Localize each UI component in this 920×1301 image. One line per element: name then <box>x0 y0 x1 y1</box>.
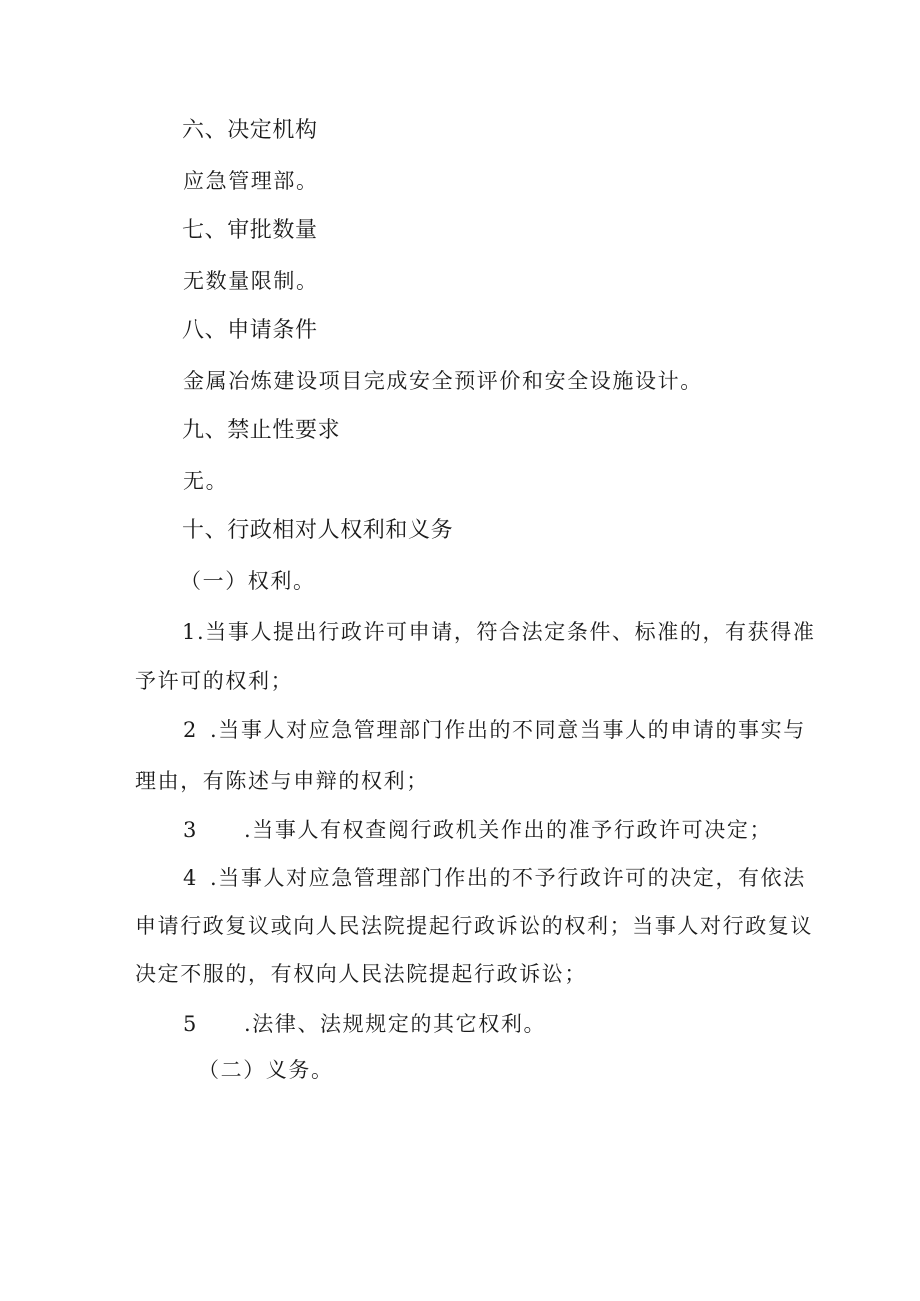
rights-item-4-continuation-2: 决定不服的，有权向人民法院提起行政诉讼； <box>135 962 587 986</box>
section-6-heading: 六、决定机构 <box>182 118 318 143</box>
rights-item-4-text: .当事人对应急管理部门作出的不予行政许可的决定，有依法 <box>209 866 806 890</box>
rights-item-5 <box>183 1014 546 1035</box>
rights-item-2 <box>183 720 806 741</box>
section-7-body: 无数量限制。 <box>183 269 319 293</box>
rights-item-2-continuation: 理由，有陈述与申辩的权利； <box>135 769 429 793</box>
rights-item-1-continuation: 予许可的权利； <box>135 669 294 693</box>
rights-item-4-number: 4 <box>183 866 198 890</box>
rights-item-5-number: 5 <box>183 1012 198 1036</box>
section-9-body: 无。 <box>183 469 229 493</box>
rights-item-3-number: 3 <box>183 818 198 842</box>
rights-item-3-text: .当事人有权查阅行政机关作出的准予行政许可决定； <box>243 818 773 842</box>
rights-item-5-text: .法律、法规规定的其它权利。 <box>243 1012 547 1036</box>
section-7-heading: 七、审批数量 <box>182 218 318 243</box>
rights-item-1-text: .当事人提出行政许可申请，符合法定条件、标准的，有获得准 <box>196 620 816 644</box>
rights-title: （一）权利。 <box>180 569 316 593</box>
rights-item-2-number: 2 <box>183 718 198 742</box>
section-8-heading: 八、申请条件 <box>182 318 318 343</box>
rights-item-2-text: .当事人对应急管理部门作出的不同意当事人的申请的事实与 <box>209 718 806 742</box>
rights-item-4 <box>183 868 806 889</box>
section-10-heading: 十、行政相对人权利和义务 <box>182 518 454 543</box>
rights-item-1 <box>182 622 815 643</box>
section-8-body: 金属冶炼建设项目完成安全预评价和安全设施设计。 <box>183 369 703 393</box>
rights-item-3 <box>183 820 772 841</box>
duties-title: （二）义务。 <box>198 1058 334 1082</box>
section-9-heading: 九、禁止性要求 <box>182 418 341 443</box>
section-6-body: 应急管理部。 <box>183 169 319 193</box>
rights-item-4-continuation-1: 申请行政复议或向人民法院提起行政诉讼的权利；当事人对行政复议 <box>135 914 813 938</box>
rights-item-1-number: 1 <box>182 620 197 644</box>
